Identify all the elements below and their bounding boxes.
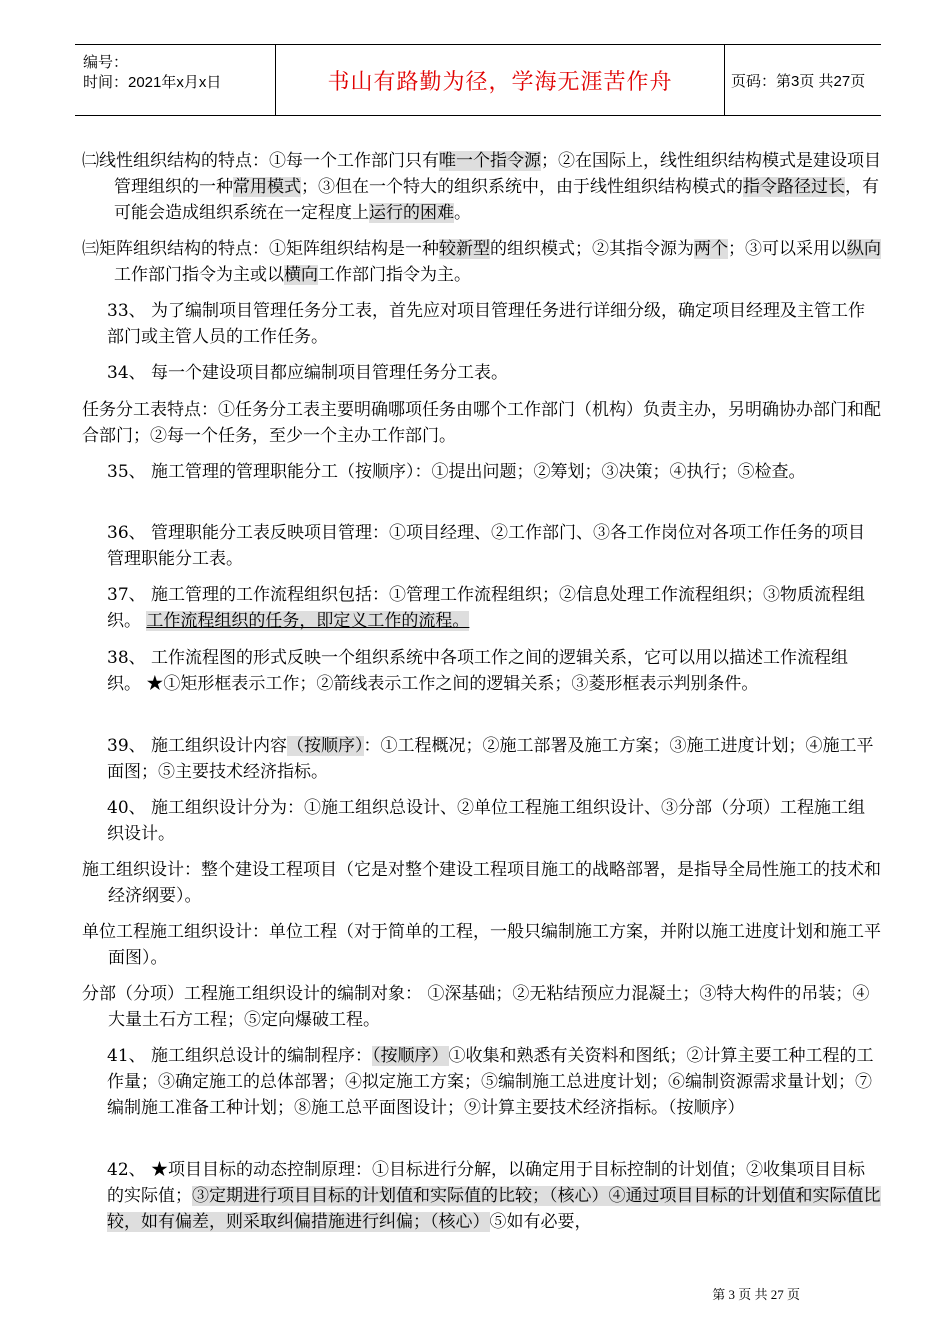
paragraph-33: 33、 为了编制项目管理任务分工表，首先应对项目管理任务进行详细分级，确定项目经理及主管工作部门或主管人员的工作任务。 [107, 301, 866, 347]
paragraph-40: 40、 施工组织设计分为：①施工组织总设计、②单位工程施工组织设计、③分部（分项）工程施工组织设计。 [107, 798, 866, 844]
paragraph-overall-design: 施工组织设计：整个建设工程项目（它是对整个建设工程项目施工的战略部署，是指导全局性施工的技术和经济纲要）。 [82, 860, 881, 906]
header-page-label: 页码：第3页 共27页 [731, 72, 866, 90]
paragraph-41: 41、 施工组织总设计的编制程序：（按顺序）①收集和熟悉有关资料和图纸；②计算主要工种工程的工作量；③确定施工的总体部署；④拟定施工方案；⑤编制施工总进度计划；⑥编制资源需求量计划；⑦编制施工准备工种计划；⑧施工总平面图设计；⑨计算主要技术经济指标。（按顺序） [107, 1046, 874, 1118]
paragraph-34: 34、 每一个建设项目都应编制项目管理任务分工表。 [107, 363, 509, 383]
time-label: 时间：2021年x月x日 [83, 74, 222, 91]
paragraph-sub-design: 分部（分项）工程施工组织设计的编制对象： ①深基础；②无粘结预应力混凝土；③特大构件的吊装；④大量土石方工程；⑤定向爆破工程。 [82, 984, 870, 1030]
header-meta [75, 45, 275, 115]
paragraph-37: 37、 施工管理的工作流程组织包括：①管理工作流程组织；②信息处理工作流程组织；③物质流程组织。 工作流程组织的任务，即定义工作的流程。 [107, 585, 866, 631]
page-footer [0, 1284, 950, 1303]
paragraph-35: 35、 施工管理的管理职能分工（按顺序）：①提出问题；②筹划；③决策；④执行；⑤检查。 [107, 462, 806, 482]
paragraph-39: 39、 施工组织设计内容（按顺序）：①工程概况；②施工部署及施工方案；③施工进度计划；④施工平面图；⑤主要技术经济指标。 [107, 736, 874, 782]
header-motto: 书山有路勤为径，学海无涯苦作舟 [275, 45, 725, 115]
paragraph-unit-design: 单位工程施工组织设计：单位工程（对于简单的工程，一般只编制施工方案，并附以施工进度计划和施工平面图）。 [82, 922, 881, 968]
paragraph-36: 36、 管理职能分工表反映项目管理：①项目经理、②工作部门、③各工作岗位对各项工作任务的项目管理职能分工表。 [107, 523, 866, 569]
number-label: 编号： [83, 54, 129, 71]
page-number: 第 3 页 共 27 页 [712, 1287, 800, 1302]
paragraph-matrix-structure: ㈢矩阵组织结构的特点：①矩阵组织结构是一种较新型的组织模式；②其指令源为两个；③可以采用以纵向工作部门指令为主或以横向工作部门指令为主。 [82, 239, 881, 285]
page-header [75, 44, 881, 116]
paragraph-linear-structure: ㈡线性组织结构的特点：①每一个工作部门只有唯一个指令源；②在国际上，线性组织结构模式是建设项目管理组织的一种常用模式；③但在一个特大的组织系统中，由于线性组织结构模式的指令路径过长，有可能会造成组织系统在一定程度上运行的困难。 [82, 151, 881, 223]
paragraph-38: 38、 工作流程图的形式反映一个组织系统中各项工作之间的逻辑关系，它可以用以描述工作流程组织。 ★①矩形框表示工作；②箭线表示工作之间的逻辑关系；③菱形框表示判别条件。 [107, 648, 849, 694]
paragraph-task-table-features: 任务分工表特点：①任务分工表主要明确哪项任务由哪个工作部门（机构）负责主办，另明确协办部门和配合部门；②每一个任务，至少一个主办工作部门。 [82, 400, 881, 446]
paragraph-42: 42、 ★项目目标的动态控制原理：①目标进行分解，以确定用于目标控制的计划值；②收集项目目标的实际值；③定期进行项目目标的计划值和实际值的比较；（核心）④通过项目目标的计划值和实际值比较，如有偏差，则采取纠偏措施进行纠偏；（核心）⑤如有必要， [107, 1160, 881, 1232]
